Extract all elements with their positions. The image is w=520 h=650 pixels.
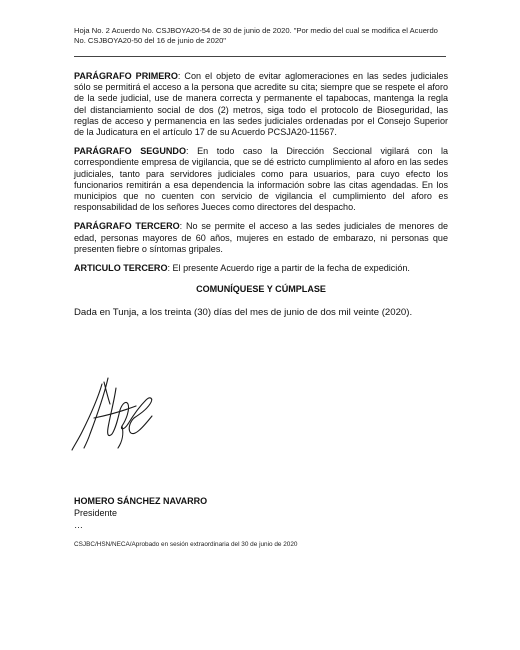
paragraph-segundo (74, 146, 448, 213)
signer-name: HOMERO SÁNCHEZ NAVARRO (74, 496, 208, 506)
paragraph-primero (74, 71, 448, 138)
handwritten-signature (64, 368, 174, 458)
paragraph-text: : Con el objeto de evitar aglomeraciones en las sedes judiciales sólo se permitirá el acceso a la persona que acredite su cita; siempre que se respete el aforo de la sede judicial, use de manera correcta y permanente el tapabocas, mantenga la regla del distanciamiento social de dos (2) metros, siga todo el protocolo de Bioseguridad, las reglas de acceso y permanencia en las sedes judiciales ordenadas por el Consejo Superior de la Judicatura en el artículo 17 de su Acuerdo PCSJA20-11567. (74, 71, 448, 138)
paragraph-label: PARÁGRAFO SEGUNDO (74, 146, 186, 157)
signer-block (74, 495, 207, 531)
signer-role: Presidente (74, 508, 118, 518)
signer-extra: … (74, 520, 83, 530)
paragraph-text: : El presente Acuerdo rige a partir de la fecha de expedición. (167, 263, 410, 274)
approval-footer: CSJBC/HSN/NECA/Aprobado en sesión extraordinaria del 30 de junio de 2020 (74, 541, 298, 548)
document-body (74, 71, 448, 327)
header-line-2: No. CSJBOYA20-50 del 16 de junio de 2020" (74, 36, 226, 45)
closing-formula: COMUNÍQUESE Y CÚMPLASE (196, 284, 326, 295)
date-line: Dada en Tunja, a los treinta (30) días del mes de junio de dos mil veinte (2020). (74, 307, 413, 319)
paragraph-label: ARTICULO TERCERO (74, 263, 168, 274)
articulo-tercero (74, 263, 448, 274)
paragraph-text: : No se permite el acceso a las sedes judiciales de menores de edad, personas mayores de 60 años, mujeres en estado de embarazo, ni personas que presenten fiebre o síntomas gripales. (74, 221, 449, 254)
paragraph-label: PARÁGRAFO TERCERO (74, 221, 180, 232)
header-line-1: Hoja No. 2 Acuerdo No. CSJBOYA20-54 de 30 de junio de 2020. "Por medio del cual se modifica el Acuerdo (74, 26, 438, 35)
paragraph-tercero (74, 221, 448, 255)
page-header (74, 26, 452, 46)
paragraph-label: PARÁGRAFO PRIMERO (74, 71, 178, 81)
header-rule (74, 56, 446, 57)
paragraph-text: : En todo caso la Dirección Seccional vigilará con la correspondiente empresa de vigilancia, que se dé estricto cumplimiento al aforo en las sedes judiciales, tanto para servidores judiciales como para usuarios, para cuyo efecto los funcionarios remitirán a esa dependencia la información sobre las citas agendadas. En los municipios que no cuenten con servicio de vigilancia el cumplimiento del aforo es responsabilidad de los señores Jueces como directores del despacho. (74, 146, 448, 213)
